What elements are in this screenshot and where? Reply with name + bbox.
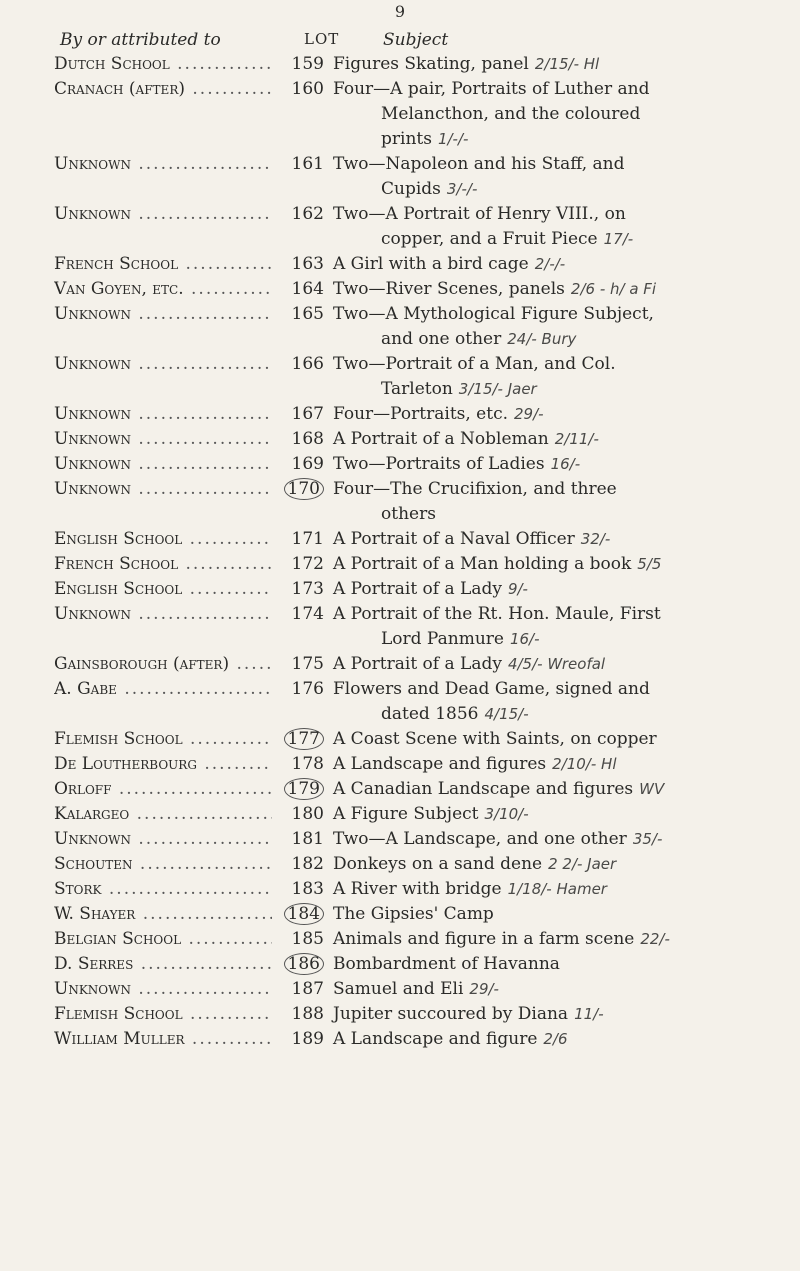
lot-attribution: Unknown ..... (54, 977, 312, 1002)
lot-entry (0, 777, 800, 802)
lot-entry (0, 202, 800, 252)
lot-subject-line (333, 52, 773, 77)
lot-subject-text: Animals and figure in a farm scene (333, 929, 635, 949)
lot-number-text: 188 (291, 1004, 324, 1024)
lot-attribution: Unknown ..... (54, 352, 312, 377)
lot-subject-text: Two—A Landscape, and one other (333, 829, 627, 849)
lot-number (272, 402, 324, 427)
lot-entry (0, 152, 800, 202)
lot-number (272, 652, 324, 677)
lot-subject-text: Two—Napoleon and his Staff, and (333, 154, 625, 174)
lot-subject (333, 827, 773, 852)
handwritten-price-note: 9/- (507, 580, 528, 598)
lot-subject-line (333, 377, 773, 402)
handwritten-price-note: 1/18/- Hamer (507, 880, 607, 898)
lot-number (272, 852, 324, 877)
lot-subject-line (333, 952, 773, 977)
lot-entry (0, 577, 800, 602)
lot-subject-text: dated 1856 (381, 704, 479, 724)
lot-subject-text: A Portrait of the Rt. Hon. Maule, First (333, 604, 661, 624)
lot-subject-line (333, 577, 773, 602)
lot-entry (0, 552, 800, 577)
lot-number (272, 877, 324, 902)
header-attribution: By or attributed to (60, 30, 221, 50)
lot-subject (333, 852, 773, 877)
lot-subject-line (333, 602, 773, 627)
lot-subject-line (333, 927, 773, 952)
lot-subject-text: A Landscape and figures (333, 754, 547, 774)
lot-number-text: 160 (291, 79, 324, 99)
lot-number (272, 277, 324, 302)
lot-subject-text: Lord Panmure (381, 629, 504, 649)
lot-entry (0, 1027, 800, 1052)
lot-number-text: 183 (291, 879, 324, 899)
lot-subject-text: A Landscape and figure (333, 1029, 538, 1049)
lot-subject-text: Two—River Scenes, panels (333, 279, 565, 299)
lot-subject-text: prints (381, 129, 432, 149)
lot-number (272, 777, 324, 802)
lot-subject (333, 602, 773, 652)
handwritten-price-note: 4/5/- Wreofal (507, 655, 606, 673)
lot-entry (0, 727, 800, 752)
lot-subject-text: A Portrait of a Naval Officer (333, 529, 575, 549)
lot-number (272, 52, 324, 77)
lot-entry (0, 652, 800, 677)
lot-subject-text: A Coast Scene with Saints, on copper (333, 729, 657, 749)
lot-subject-text: Cupids (381, 179, 441, 199)
lot-number-text: 170 (284, 478, 324, 500)
lot-subject-text: Figures Skating, panel (333, 54, 529, 74)
lot-subject-text: A Portrait of a Nobleman (333, 429, 549, 449)
lot-subject (333, 402, 773, 427)
header-subject: Subject (383, 30, 449, 50)
lot-number-text: 189 (291, 1029, 324, 1049)
lot-number-text: 173 (291, 579, 324, 599)
handwritten-price-note: 16/- (550, 455, 581, 473)
lot-entry (0, 827, 800, 852)
lot-attribution: French School ..... (54, 252, 312, 277)
lot-subject-text: Two—A Mythological Figure Subject, (333, 304, 654, 324)
lot-subject-line (333, 527, 773, 552)
lot-subject (333, 802, 773, 827)
lot-attribution: Unknown ..... (54, 302, 312, 327)
lot-subject-line (333, 652, 773, 677)
lot-number (272, 577, 324, 602)
lot-subject-line (333, 552, 773, 577)
lot-number-text: 164 (291, 279, 324, 299)
lot-attribution: Dutch School ..... (54, 52, 312, 77)
lot-subject-text: Four—A pair, Portraits of Luther and (333, 79, 650, 99)
handwritten-price-note: 29/- (514, 405, 544, 423)
lot-attribution: Belgian School ..... (54, 927, 312, 952)
lot-attribution: Unknown ..... (54, 477, 312, 502)
lot-number (272, 452, 324, 477)
handwritten-price-note: 5/5 (637, 555, 662, 573)
lot-entry (0, 352, 800, 402)
handwritten-price-note: 29/- (469, 980, 499, 998)
lot-subject (333, 777, 773, 802)
handwritten-price-note: 2 2/- Jaer (548, 855, 617, 873)
lot-subject-line (333, 677, 773, 702)
lot-subject (333, 677, 773, 727)
lot-subject-text: A Figure Subject (333, 804, 479, 824)
lot-entry (0, 1002, 800, 1027)
lot-attribution: Flemish School ..... (54, 727, 312, 752)
lot-number-text: 178 (291, 754, 324, 774)
lot-number-text: 177 (284, 728, 324, 750)
lot-subject-line (333, 877, 773, 902)
lot-entry (0, 427, 800, 452)
lot-number (272, 827, 324, 852)
lot-subject-text: Two—Portrait of a Man, and Col. (333, 354, 616, 374)
lot-subject (333, 252, 773, 277)
lot-number-text: 185 (291, 929, 324, 949)
lot-number (272, 902, 324, 927)
lot-entry (0, 77, 800, 152)
lot-number-text: 174 (291, 604, 324, 624)
lot-number (272, 477, 324, 502)
lot-subject (333, 927, 773, 952)
handwritten-price-note: 32/- (580, 530, 611, 548)
lot-number-text: 176 (291, 679, 324, 699)
lot-subject-line (333, 752, 773, 777)
handwritten-price-note: 3/-/- (446, 180, 478, 198)
lot-number (272, 552, 324, 577)
lot-subject-text: A Girl with a bird cage (333, 254, 529, 274)
lot-number (272, 977, 324, 1002)
lot-subject-line (333, 852, 773, 877)
lot-entry (0, 402, 800, 427)
lot-number-text: 162 (291, 204, 324, 224)
lot-attribution: Cranach (after) ..... (54, 77, 312, 102)
lot-subject-line (333, 977, 773, 1002)
lot-number (272, 602, 324, 627)
handwritten-price-note: 2/6 (543, 1030, 568, 1048)
lot-number-text: 163 (291, 254, 324, 274)
handwritten-price-note: 3/15/- Jaer (458, 380, 537, 398)
lot-subject (333, 652, 773, 677)
lot-subject-text: A River with bridge (333, 879, 502, 899)
lot-subject-line (333, 177, 773, 202)
lot-subject-line (333, 77, 773, 102)
lot-number-text: 165 (291, 304, 324, 324)
lot-entry (0, 977, 800, 1002)
lot-attribution: De Loutherbourg ..... (54, 752, 312, 777)
handwritten-price-note: 2/-/- (534, 255, 566, 273)
lot-attribution: Schouten ..... (54, 852, 312, 877)
lot-subject-line (333, 277, 773, 302)
lot-subject (333, 452, 773, 477)
lot-subject-line (333, 627, 773, 652)
lot-number (272, 1002, 324, 1027)
lot-subject-text: Four—Portraits, etc. (333, 404, 508, 424)
handwritten-price-note: 3/10/- (484, 805, 529, 823)
lot-subject-line (333, 702, 773, 727)
lot-subject-text: Four—The Crucifixion, and three (333, 479, 617, 499)
lot-attribution: Unknown ..... (54, 452, 312, 477)
lot-number-text: 161 (291, 154, 324, 174)
handwritten-price-note: 11/- (574, 1005, 604, 1023)
lot-entry (0, 927, 800, 952)
lot-entry (0, 527, 800, 552)
lot-number-text: 167 (291, 404, 324, 424)
lot-number (272, 802, 324, 827)
lot-subject-line (333, 777, 773, 802)
lot-attribution: Unknown ..... (54, 827, 312, 852)
lot-subject-line (333, 727, 773, 752)
lot-subject (333, 277, 773, 302)
lot-number-text: 182 (291, 854, 324, 874)
handwritten-price-note: 2/11/- (554, 430, 599, 448)
lot-attribution: Van Goyen, etc. ..... (54, 277, 312, 302)
lot-number (272, 152, 324, 177)
lot-attribution: Unknown ..... (54, 402, 312, 427)
lot-subject-line (333, 127, 773, 152)
lot-subject-line (333, 252, 773, 277)
lot-entry (0, 452, 800, 477)
lot-number-text: 171 (291, 529, 324, 549)
lot-number (272, 352, 324, 377)
lot-attribution: D. Serres ..... (54, 952, 312, 977)
lot-entry (0, 752, 800, 777)
lot-subject-text: A Portrait of a Lady (333, 579, 502, 599)
lot-subject-line (333, 202, 773, 227)
lot-subject-line (333, 1002, 773, 1027)
lot-number (272, 252, 324, 277)
lot-list (0, 52, 800, 1052)
lot-subject-line (333, 452, 773, 477)
lot-subject (333, 727, 773, 752)
lot-subject-text: A Canadian Landscape and figures (333, 779, 634, 799)
lot-subject-line (333, 352, 773, 377)
lot-subject-line (333, 1027, 773, 1052)
lot-subject (333, 952, 773, 977)
lot-subject-line (333, 227, 773, 252)
lot-subject-text: Flowers and Dead Game, signed and (333, 679, 650, 699)
lot-subject (333, 352, 773, 402)
lot-number (272, 77, 324, 102)
handwritten-price-note: 16/- (509, 630, 540, 648)
lot-subject-text: A Portrait of a Man holding a book (333, 554, 632, 574)
lot-number-text: 186 (284, 953, 324, 975)
handwritten-price-note: 24/- Bury (507, 330, 577, 348)
lot-entry (0, 952, 800, 977)
lot-number-text: 180 (291, 804, 324, 824)
lot-subject-text: Melancthon, and the coloured (381, 104, 641, 124)
lot-subject-text: The Gipsies' Camp (333, 904, 494, 924)
handwritten-price-note: 2/15/- Hl (534, 55, 600, 73)
lot-number-text: 168 (291, 429, 324, 449)
lot-entry (0, 802, 800, 827)
lot-number-text: 159 (291, 54, 324, 74)
lot-number (272, 1027, 324, 1052)
lot-number (272, 527, 324, 552)
page-number: 9 (394, 2, 406, 21)
lot-subject (333, 752, 773, 777)
lot-subject-text: Two—A Portrait of Henry VIII., on (333, 204, 626, 224)
lot-subject-text: copper, and a Fruit Piece (381, 229, 598, 249)
lot-subject-line (333, 477, 773, 502)
lot-number-text: 179 (284, 778, 324, 800)
lot-subject (333, 577, 773, 602)
lot-entry (0, 852, 800, 877)
lot-subject-line (333, 802, 773, 827)
lot-attribution: A. Gabe ..... (54, 677, 312, 702)
handwritten-price-note: 1/-/- (437, 130, 469, 148)
handwritten-price-note: WV (639, 780, 665, 798)
handwritten-price-note: 22/- (640, 930, 670, 948)
handwritten-price-note: 35/- (632, 830, 663, 848)
lot-number (272, 677, 324, 702)
lot-subject-text: Donkeys on a sand dene (333, 854, 543, 874)
lot-entry (0, 252, 800, 277)
lot-subject-line (333, 402, 773, 427)
lot-subject (333, 202, 773, 252)
lot-attribution: Unknown ..... (54, 602, 312, 627)
lot-entry (0, 902, 800, 927)
lot-number-text: 169 (291, 454, 324, 474)
lot-entry (0, 302, 800, 352)
lot-entry (0, 277, 800, 302)
lot-subject (333, 477, 773, 527)
lot-number-text: 187 (291, 979, 324, 999)
lot-number-text: 175 (291, 654, 324, 674)
lot-number-text: 184 (284, 903, 324, 925)
lot-number (272, 727, 324, 752)
lot-subject (333, 877, 773, 902)
lot-attribution: William Muller ..... (54, 1027, 312, 1052)
lot-subject-line (333, 502, 773, 527)
lot-subject (333, 552, 773, 577)
lot-subject (333, 527, 773, 552)
lot-subject (333, 77, 773, 152)
lot-subject (333, 977, 773, 1002)
lot-attribution: French School ..... (54, 552, 312, 577)
lot-number (272, 952, 324, 977)
lot-number (272, 927, 324, 952)
lot-subject-line (333, 827, 773, 852)
lot-subject-line (333, 152, 773, 177)
lot-subject (333, 1027, 773, 1052)
lot-entry (0, 477, 800, 527)
lot-subject (333, 1002, 773, 1027)
lot-entry (0, 677, 800, 727)
handwritten-price-note: 2/6 - h/ a Fi (570, 280, 657, 298)
lot-number-text: 166 (291, 354, 324, 374)
lot-entry (0, 877, 800, 902)
lot-subject-line (333, 302, 773, 327)
lot-subject-line (333, 902, 773, 927)
lot-attribution: W. Shayer ..... (54, 902, 312, 927)
lot-subject-text: A Portrait of a Lady (333, 654, 502, 674)
lot-number (272, 427, 324, 452)
lot-attribution: Orloff ..... (54, 777, 312, 802)
lot-number (272, 302, 324, 327)
lot-attribution: Unknown ..... (54, 152, 312, 177)
lot-subject-text: Two—Portraits of Ladies (333, 454, 545, 474)
lot-number (272, 202, 324, 227)
lot-subject-line (333, 327, 773, 352)
lot-subject-text: and one other (381, 329, 502, 349)
lot-number-text: 172 (291, 554, 324, 574)
lot-subject-line (333, 102, 773, 127)
lot-subject (333, 427, 773, 452)
handwritten-price-note: 2/10/- Hl (552, 755, 617, 773)
lot-subject (333, 152, 773, 202)
lot-entry (0, 52, 800, 77)
lot-attribution: Flemish School ..... (54, 1002, 312, 1027)
lot-number (272, 752, 324, 777)
lot-attribution: Stork ..... (54, 877, 312, 902)
lot-attribution: Unknown ..... (54, 202, 312, 227)
lot-subject (333, 52, 773, 77)
lot-attribution: Gainsborough (after) ..... (54, 652, 312, 677)
lot-attribution: English School ..... (54, 577, 312, 602)
handwritten-price-note: 17/- (603, 230, 634, 248)
lot-subject-text: Tarleton (381, 379, 453, 399)
lot-subject-text: Samuel and Eli (333, 979, 464, 999)
lot-entry (0, 602, 800, 652)
lot-subject-text: Bombardment of Havanna (333, 954, 560, 974)
lot-subject-line (333, 427, 773, 452)
handwritten-price-note: 4/15/- (484, 705, 529, 723)
lot-subject (333, 902, 773, 927)
lot-attribution: Unknown ..... (54, 427, 312, 452)
header-lot: LOT (304, 30, 340, 48)
lot-subject-text: Jupiter succoured by Diana (333, 1004, 569, 1024)
lot-subject-text: others (381, 504, 436, 524)
lot-number-text: 181 (291, 829, 324, 849)
lot-attribution: Kalargeo ..... (54, 802, 312, 827)
lot-subject (333, 302, 773, 352)
lot-attribution: English School ..... (54, 527, 312, 552)
